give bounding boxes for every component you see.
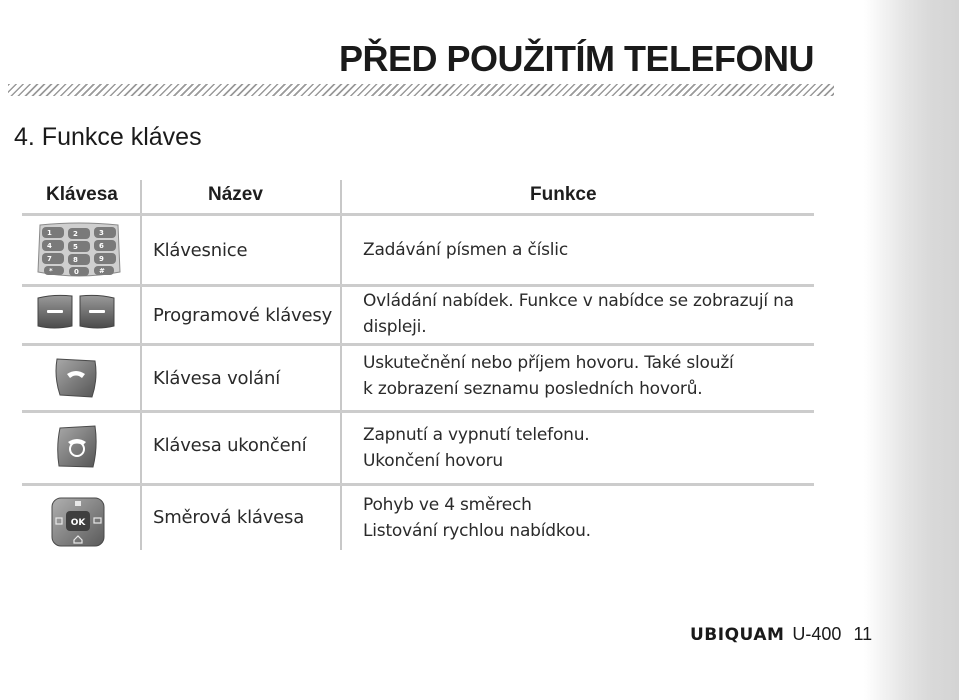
brand-logo: UBIQUAM	[690, 625, 785, 645]
page-title: PŘED POUŽITÍM TELEFONU	[339, 38, 814, 79]
key-name: Klávesnice	[153, 240, 248, 261]
keypad-label: 2	[73, 230, 78, 238]
keypad-keys-icon	[36, 222, 122, 278]
soft-keys-icon	[36, 294, 116, 330]
key-function	[363, 350, 813, 402]
keypad-label: *	[49, 267, 53, 275]
column-divider	[340, 180, 342, 550]
keypad-label: 9	[99, 255, 104, 263]
key-function-line: Zadávání písmen a číslic	[363, 240, 568, 260]
key-function-line: k zobrazení seznamu posledních hovorů.	[363, 379, 703, 399]
row-divider	[22, 410, 814, 413]
column-header-function: Funkce	[530, 184, 597, 205]
key-function-line: Uskutečnění nebo příjem hovoru. Také slouží	[363, 353, 734, 373]
page-footer	[690, 624, 872, 645]
key-function-line: Listování rychlou nabídkou.	[363, 521, 591, 541]
column-header-name: Název	[208, 184, 263, 205]
page-number: 11	[853, 624, 873, 644]
keypad-label: #	[99, 267, 105, 275]
section-title: 4. Funkce kláves	[14, 123, 202, 151]
keypad-label: 8	[73, 256, 78, 264]
row-divider	[22, 483, 814, 486]
keypad-label: 4	[47, 242, 52, 250]
end-key-icon	[56, 425, 98, 469]
row-divider	[22, 343, 814, 346]
hatched-divider	[8, 84, 834, 96]
column-header-key: Klávesa	[46, 184, 118, 205]
key-name: Klávesa ukončení	[153, 435, 307, 456]
keypad-label: 3	[99, 229, 104, 237]
key-name: Klávesa volání	[153, 368, 280, 389]
key-name: Směrová klávesa	[153, 507, 305, 528]
page-edge-shadow	[864, 0, 959, 700]
row-divider	[22, 213, 814, 216]
key-function	[363, 422, 813, 474]
key-name: Programové klávesy	[153, 305, 333, 326]
keypad-label: 1	[47, 229, 52, 237]
keypad-label: 5	[73, 243, 78, 251]
navigation-key-icon	[50, 494, 106, 550]
row-divider	[22, 284, 814, 287]
key-function-line: Pohyb ve 4 směrech	[363, 495, 532, 515]
key-function-line: Ovládání nabídek. Funkce v nabídce se zobrazují na	[363, 291, 794, 311]
keypad-label: 7	[47, 255, 52, 263]
call-key-icon	[54, 357, 98, 399]
keypad-label: 0	[74, 268, 79, 276]
key-function	[363, 492, 813, 544]
column-divider	[140, 180, 142, 550]
key-function-line: Ukončení hovoru	[363, 451, 503, 471]
model-name: U-400	[792, 624, 842, 644]
keypad-label: 6	[99, 242, 104, 250]
key-function-line: displeji.	[363, 317, 427, 337]
key-function-line: Zapnutí a vypnutí telefonu.	[363, 425, 590, 445]
nav-ok-label: OK	[70, 518, 86, 528]
key-function	[363, 288, 813, 340]
key-function	[363, 237, 813, 263]
